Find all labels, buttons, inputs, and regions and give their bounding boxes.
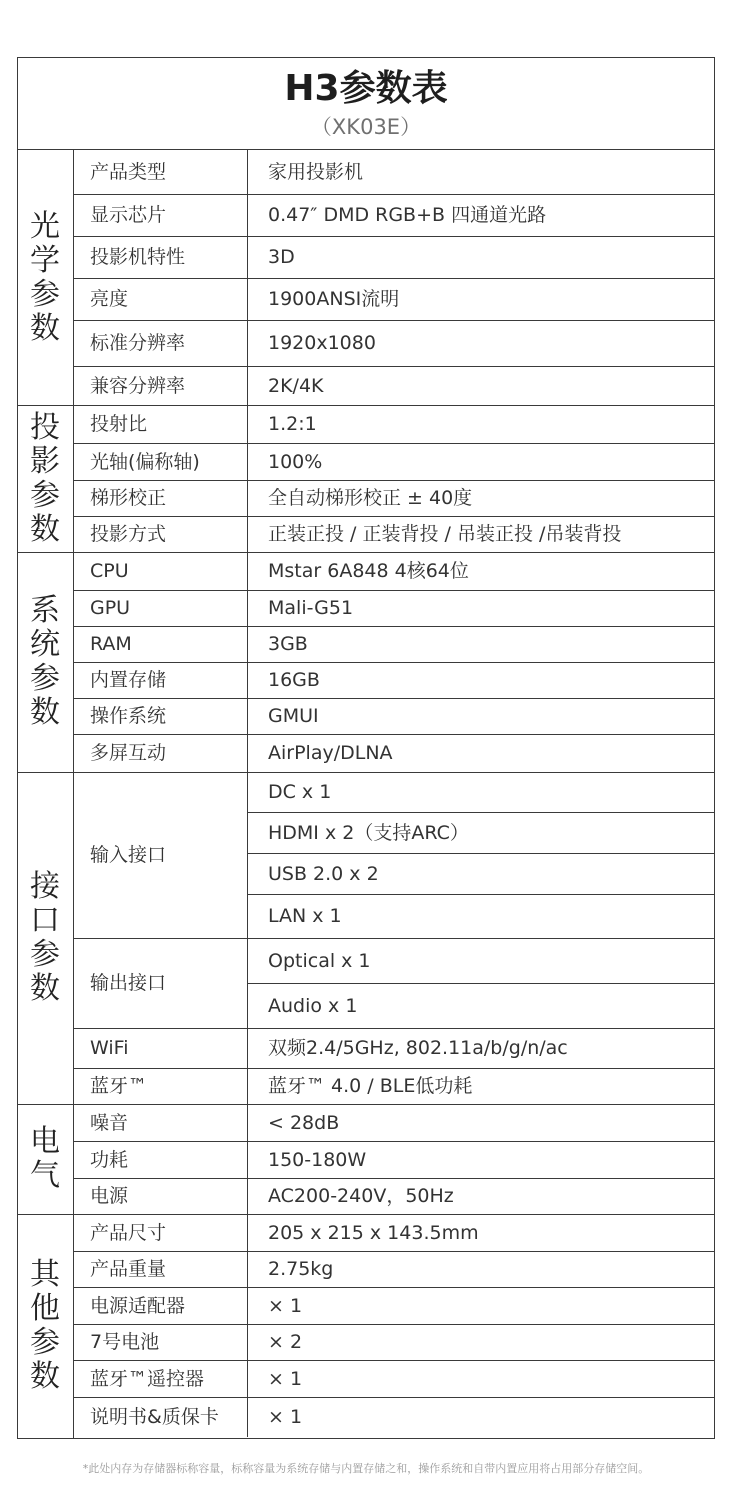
row-divider (73, 480, 715, 481)
spec-value: GMUI (268, 705, 319, 727)
category-char: 统 (30, 627, 60, 662)
category-char: 他 (30, 1290, 60, 1326)
spec-value: < 28dB (268, 1112, 340, 1134)
row-divider (73, 698, 715, 699)
spec-label: 投射比 (90, 413, 148, 435)
spec-label: 多屏互动 (90, 742, 167, 764)
spec-value: 16GB (268, 669, 320, 691)
spec-value: HDMI x 2（支持ARC） (268, 822, 469, 844)
row-divider (73, 662, 715, 663)
spec-label: 产品类型 (90, 161, 167, 183)
spec-label: 投影机特性 (90, 246, 186, 268)
spec-label: 操作系统 (90, 705, 167, 727)
category-label (17, 772, 73, 1104)
category-char: 系 (30, 593, 60, 628)
category-column-divider (73, 150, 74, 1438)
spec-label: 蓝牙™ (90, 1075, 148, 1097)
spec-value: 1920x1080 (268, 332, 376, 354)
spec-label: 电源 (90, 1185, 129, 1207)
spec-value: 蓝牙™ 4.0 / BLE低功耗 (268, 1075, 473, 1097)
model-subtitle: （XK03E） (310, 115, 422, 139)
spec-label: WiFi (90, 1037, 129, 1059)
section-divider (17, 405, 715, 406)
category-char: 参 (30, 1324, 60, 1360)
spec-label: 产品尺寸 (90, 1222, 167, 1244)
category-char: 口 (30, 903, 60, 938)
spec-label: 噪音 (90, 1112, 129, 1134)
spec-value: Audio x 1 (268, 995, 358, 1017)
row-divider (247, 894, 715, 895)
spec-value: Optical x 1 (268, 950, 371, 972)
spec-value: Mali-G51 (268, 597, 354, 619)
row-divider (73, 938, 715, 939)
spec-label: 7号电池 (90, 1331, 160, 1353)
spec-value: 1900ANSI流明 (268, 288, 400, 310)
row-divider (73, 1397, 715, 1398)
spec-value: 正装正投 / 正装背投 / 吊装正投 /吊装背投 (268, 523, 622, 545)
row-divider (73, 1178, 715, 1179)
section-divider (17, 772, 715, 773)
spec-value: 2K/4K (268, 375, 324, 397)
row-divider (73, 1251, 715, 1252)
category-char: 数 (30, 971, 60, 1006)
category-char: 数 (30, 1358, 60, 1394)
spec-label: 亮度 (90, 288, 129, 310)
section-divider (17, 1104, 715, 1105)
spec-label: 梯形校正 (90, 487, 167, 509)
category-char: 学 (30, 242, 60, 278)
spec-label: 功耗 (90, 1149, 129, 1171)
spec-label: CPU (90, 560, 129, 582)
spec-value: × 2 (268, 1331, 303, 1353)
row-divider (73, 278, 715, 279)
row-divider (73, 236, 715, 237)
spec-label: 说明书&质保卡 (90, 1406, 219, 1428)
category-char: 光 (30, 208, 60, 244)
spec-value: 3GB (268, 633, 308, 655)
spec-value: × 1 (268, 1295, 303, 1317)
spec-label: 蓝牙™遥控器 (90, 1368, 205, 1390)
spec-value: DC x 1 (268, 781, 332, 803)
group-label: 输出接口 (90, 972, 167, 994)
category-char: 影 (30, 443, 60, 479)
row-divider (73, 320, 715, 321)
row-divider (73, 194, 715, 195)
value-column-divider (247, 1214, 248, 1437)
group-label: 输入接口 (90, 844, 167, 866)
row-divider (73, 443, 715, 444)
section-divider (17, 552, 715, 553)
spec-label: RAM (90, 633, 132, 655)
page-title: H3参数表 (284, 68, 448, 109)
spec-label: 内置存储 (90, 669, 167, 691)
category-char: 参 (30, 477, 60, 513)
footnote: *此处内存为存储器标称容量，标称容量为系统存储与内置存储之和，操作系统和自带内置应用将占用部分存储空间。 (82, 1462, 650, 1475)
row-divider (73, 626, 715, 627)
row-divider (73, 516, 715, 517)
header-divider (17, 149, 715, 150)
spec-value: 家用投影机 (268, 161, 364, 183)
spec-value: USB 2.0 x 2 (268, 863, 379, 885)
category-char: 数 (30, 310, 60, 346)
row-divider (247, 812, 715, 813)
row-divider (73, 734, 715, 735)
category-char: 参 (30, 276, 60, 312)
spec-label: 产品重量 (90, 1258, 167, 1280)
category-label (17, 1104, 73, 1214)
section-divider (17, 1214, 715, 1215)
category-label (17, 1214, 73, 1437)
category-char: 电 (30, 1124, 60, 1159)
spec-label: 标准分辨率 (90, 332, 186, 354)
category-char: 参 (30, 937, 60, 972)
spec-value: AC200-240V，50Hz (268, 1185, 454, 1207)
spec-value: 150-180W (268, 1149, 367, 1171)
spec-value: 100% (268, 451, 323, 473)
category-char: 其 (30, 1256, 60, 1292)
spec-label: 光轴(偏称轴) (90, 451, 200, 473)
row-divider (73, 1324, 715, 1325)
row-divider (73, 1287, 715, 1288)
category-char: 数 (30, 511, 60, 547)
spec-value: 205 x 215 x 143.5mm (268, 1222, 479, 1244)
spec-value: Mstar 6A848 4核64位 (268, 560, 469, 582)
spec-label: 投影方式 (90, 523, 167, 545)
spec-value: 2.75kg (268, 1258, 334, 1280)
category-char: 接 (30, 869, 60, 904)
category-char: 投 (30, 409, 60, 445)
spec-label: GPU (90, 597, 131, 619)
value-column-divider (247, 1104, 248, 1214)
row-divider (73, 1360, 715, 1361)
spec-value: 0.47″ DMD RGB+B 四通道光路 (268, 204, 547, 226)
spec-value: 全自动梯形校正 ± 40度 (268, 487, 473, 509)
spec-label: 电源适配器 (90, 1295, 186, 1317)
row-divider (73, 1068, 715, 1069)
spec-value: LAN x 1 (268, 905, 342, 927)
spec-label: 兼容分辨率 (90, 375, 186, 397)
spec-value: 3D (268, 246, 295, 268)
spec-value: × 1 (268, 1406, 303, 1428)
row-divider (247, 853, 715, 854)
row-divider (73, 366, 715, 367)
row-divider (73, 1028, 715, 1029)
category-char: 气 (30, 1158, 60, 1193)
spec-value: AirPlay/DLNA (268, 742, 393, 764)
spec-value: 双频2.4/5GHz, 802.11a/b/g/n/ac (268, 1037, 568, 1059)
row-divider (73, 1141, 715, 1142)
category-char: 参 (30, 661, 60, 696)
spec-label: 显示芯片 (90, 204, 167, 226)
category-char: 数 (30, 695, 60, 730)
category-label (17, 552, 73, 772)
category-label (17, 150, 73, 405)
row-divider (73, 590, 715, 591)
spec-value: 1.2:1 (268, 413, 317, 435)
category-label (17, 405, 73, 552)
spec-value: × 1 (268, 1368, 303, 1390)
row-divider (247, 983, 715, 984)
value-column-divider (247, 405, 248, 552)
